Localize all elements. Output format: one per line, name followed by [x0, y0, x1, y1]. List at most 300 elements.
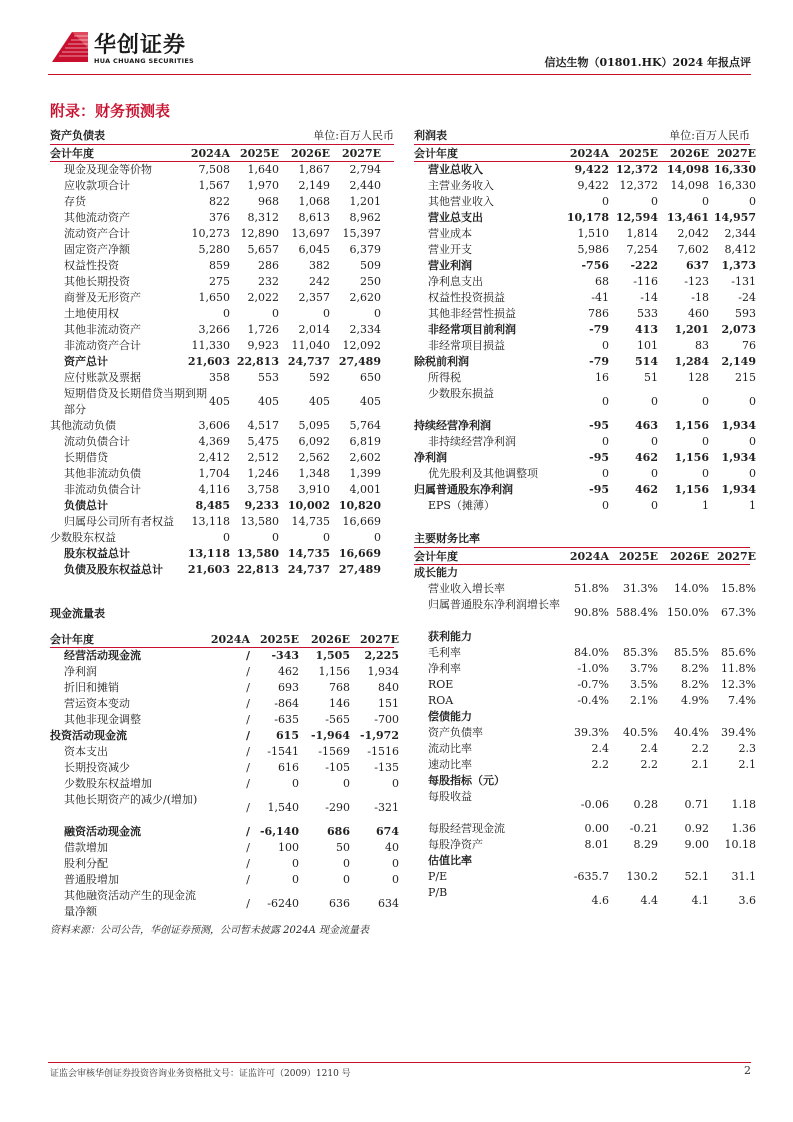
row-value: 2,042	[677, 227, 709, 240]
row-value: 0	[292, 857, 299, 870]
table-row	[414, 290, 756, 306]
row-label: 其他非现金调整	[64, 713, 141, 726]
row-label: 少数股东损益	[428, 387, 494, 400]
row-value: 52.1	[684, 870, 709, 883]
row-value: 1,934	[721, 451, 756, 464]
row-label: 营业开支	[428, 243, 472, 256]
logo-chinese-name: 华创证券	[94, 33, 187, 58]
row-value: 693	[278, 681, 299, 694]
row-value: 2,225	[364, 649, 399, 662]
table-row	[50, 888, 399, 920]
row-value: 405	[209, 395, 230, 408]
row-value: 8,312	[247, 211, 279, 224]
row-value: 67.3%	[721, 606, 756, 619]
table-row	[50, 290, 394, 306]
row-value: 15,397	[342, 227, 381, 240]
row-label: 存货	[64, 195, 86, 208]
table-row	[50, 482, 394, 498]
row-value: 1,726	[247, 323, 279, 336]
row-value: 2,412	[198, 451, 230, 464]
row-value: 2.2	[640, 758, 658, 771]
row-value: /	[246, 713, 250, 726]
row-value: 22,813	[236, 355, 279, 368]
row-value: 2,149	[721, 355, 756, 368]
row-value: 636	[329, 897, 350, 910]
row-value: 4,369	[198, 435, 230, 448]
table-row	[414, 661, 756, 677]
row-value: 674	[376, 825, 399, 838]
row-value: 0	[749, 467, 756, 480]
header-year: 2025E	[260, 633, 299, 646]
row-value: 10,178	[566, 211, 609, 224]
row-label: 负债及股东权益总计	[64, 563, 163, 576]
row-value: 21,603	[187, 563, 230, 576]
row-value: 0	[602, 195, 609, 208]
table-row	[50, 872, 399, 888]
row-value: 1,934	[367, 665, 399, 678]
row-value: 68	[595, 275, 609, 288]
row-value: 8.01	[584, 838, 609, 851]
row-value: 8,962	[349, 211, 381, 224]
table-row	[414, 274, 756, 290]
row-label: 每股净资产	[428, 838, 483, 851]
table-unit: 单位:百万人民币	[669, 129, 750, 142]
row-value: 14.0%	[674, 582, 709, 595]
row-value: 40	[385, 841, 399, 854]
row-label: 其他非经营性损益	[428, 307, 516, 320]
header-year: 2026E	[311, 633, 350, 646]
table-row	[414, 693, 756, 709]
row-label: 负债总计	[64, 499, 108, 512]
table-title: 资产负债表	[50, 129, 105, 142]
row-value: 16,669	[338, 547, 381, 560]
header-label: 会计年度	[414, 550, 458, 563]
row-value: -95	[589, 419, 609, 432]
header-label: 会计年度	[414, 147, 458, 160]
row-value: 2.1	[691, 758, 709, 771]
table-row	[50, 562, 394, 578]
row-value: 462	[635, 451, 658, 464]
row-label: 净利润	[64, 665, 97, 678]
row-value: 10.18	[724, 838, 756, 851]
row-label: 长期投资减少	[64, 761, 130, 774]
row-value: 2,357	[298, 291, 330, 304]
page-number: 2	[744, 1064, 751, 1077]
row-value: 1,246	[247, 467, 279, 480]
table-row	[414, 853, 750, 869]
row-value: 13,118	[191, 515, 230, 528]
row-value: 1.36	[731, 822, 756, 835]
row-value: 39.4%	[721, 726, 756, 739]
row-value: 130.2	[626, 870, 658, 883]
row-label: EPS（摊薄）	[428, 499, 495, 512]
table-title-bar	[50, 128, 394, 144]
row-label: 营业收入增长率	[428, 582, 505, 595]
row-value: 4.4	[640, 894, 658, 907]
row-value: 12,092	[342, 339, 381, 352]
table-row	[50, 162, 394, 178]
row-value: -1541	[267, 745, 299, 758]
row-value: 514	[635, 355, 658, 368]
row-value: 2,344	[724, 227, 756, 240]
row-label: 优先股利及其他调整项	[428, 467, 538, 480]
row-value: 16	[595, 371, 609, 384]
header-year: 2027E	[342, 147, 381, 160]
row-value: 16,669	[342, 515, 381, 528]
row-value: 405	[258, 395, 279, 408]
row-label: 普通股增加	[64, 873, 119, 886]
row-value: 11.8%	[721, 662, 756, 675]
table-row	[50, 386, 394, 418]
row-value: 7.4%	[728, 694, 756, 707]
table-row	[414, 773, 750, 789]
row-value: 462	[278, 665, 299, 678]
row-label: 营业利润	[428, 259, 472, 272]
row-value: 3.7%	[630, 662, 658, 675]
row-value: 146	[329, 697, 350, 710]
row-value: -0.7%	[577, 678, 609, 691]
table-row	[50, 322, 394, 338]
row-label: 每股收益	[428, 790, 472, 803]
table-row	[414, 450, 756, 466]
row-label: 资产负债率	[428, 726, 483, 739]
row-value: 2.2	[591, 758, 609, 771]
row-label: 营运资本变动	[64, 697, 130, 710]
row-label: 借款增加	[64, 841, 108, 854]
row-value: 0	[392, 777, 399, 790]
row-value: 2,149	[298, 179, 330, 192]
row-value: -24	[738, 291, 756, 304]
row-value: 5,095	[298, 419, 330, 432]
header-year: 2026E	[670, 550, 709, 563]
row-label: 资本支出	[64, 745, 108, 758]
row-value: 405	[309, 395, 330, 408]
table-row	[414, 178, 756, 194]
row-value: 6,819	[349, 435, 381, 448]
row-value: /	[246, 857, 250, 870]
row-value: 3.6	[738, 894, 756, 907]
row-value: 0.92	[684, 822, 709, 835]
row-label: 流动比率	[428, 742, 472, 755]
row-value: 9.00	[684, 838, 709, 851]
row-value: 27,489	[338, 355, 381, 368]
row-value: 275	[209, 275, 230, 288]
row-label: ROA	[428, 694, 454, 707]
row-value: 405	[360, 395, 381, 408]
row-value: 2.2	[691, 742, 709, 755]
table-row	[414, 418, 756, 434]
row-label: 毛利率	[428, 646, 461, 659]
row-value: 0	[272, 307, 279, 320]
row-value: 2,620	[349, 291, 381, 304]
row-value: /	[246, 841, 250, 854]
table-row	[414, 338, 756, 354]
row-value: 14,735	[291, 515, 330, 528]
row-value: 0	[223, 307, 230, 320]
table-row	[50, 338, 394, 354]
row-value: 2,440	[349, 179, 381, 192]
table-row	[414, 869, 756, 885]
table-row	[414, 725, 756, 741]
row-value: 2.4	[591, 742, 609, 755]
row-value: 76	[742, 339, 756, 352]
row-value: 2.1%	[630, 694, 658, 707]
table-header-row	[414, 146, 756, 162]
row-value: /	[246, 697, 250, 710]
row-value: 14,098	[670, 179, 709, 192]
row-value: 0	[749, 395, 756, 408]
table-row	[50, 712, 399, 728]
table-row	[50, 530, 394, 546]
row-value: 128	[688, 371, 709, 384]
row-value: -756	[581, 259, 609, 272]
row-value: 1,867	[298, 163, 330, 176]
row-value: 286	[258, 259, 279, 272]
row-value: 1,934	[721, 419, 756, 432]
table-row	[414, 565, 750, 581]
row-value: 1,068	[298, 195, 330, 208]
row-value: 5,475	[247, 435, 279, 448]
row-label: 现金及现金等价物	[64, 163, 152, 176]
row-value: 8.2%	[681, 678, 709, 691]
row-value: -635	[274, 713, 299, 726]
row-label: 其他长期投资	[64, 275, 130, 288]
row-value: 100	[278, 841, 299, 854]
row-value: 2,602	[349, 451, 381, 464]
row-label: 股东权益总计	[64, 547, 130, 560]
table-row	[414, 741, 756, 757]
header-year: 2025E	[619, 550, 658, 563]
table-row	[414, 162, 756, 178]
table-row	[414, 434, 756, 450]
row-value: 5,986	[577, 243, 609, 256]
table-row	[50, 434, 394, 450]
row-value: 51	[644, 371, 658, 384]
row-value: 1,156	[674, 483, 709, 496]
row-value: -0.4%	[577, 694, 609, 707]
row-value: 0	[702, 195, 709, 208]
row-value: -1,964	[310, 729, 350, 742]
row-label: 资产总计	[64, 355, 108, 368]
row-value: 0	[702, 467, 709, 480]
row-value: 1,284	[674, 355, 709, 368]
row-value: 85.5%	[674, 646, 709, 659]
row-label: 其他非流动资产	[64, 323, 141, 336]
row-value: 13,697	[291, 227, 330, 240]
row-value: 27,489	[338, 563, 381, 576]
row-label: 投资活动现金流	[50, 729, 127, 742]
table-row	[414, 498, 756, 514]
table-title-bar	[414, 128, 750, 144]
row-label: ROE	[428, 678, 454, 691]
row-value: 21,603	[187, 355, 230, 368]
row-value: 616	[278, 761, 299, 774]
row-label: 其他流动资产	[64, 211, 130, 224]
row-value: 84.0%	[574, 646, 609, 659]
row-value: 10,820	[338, 499, 381, 512]
row-value: 1,373	[721, 259, 756, 272]
row-value: -18	[691, 291, 709, 304]
row-value: /	[246, 777, 250, 790]
row-value: 6,092	[298, 435, 330, 448]
table-title: 利润表	[414, 129, 447, 142]
row-label: P/B	[428, 886, 448, 899]
row-value: 3,606	[198, 419, 230, 432]
row-value: 3,910	[298, 483, 330, 496]
row-value: 150.0%	[667, 606, 709, 619]
row-value: -1569	[318, 745, 350, 758]
row-value: 463	[635, 419, 658, 432]
row-value: 151	[378, 697, 399, 710]
table-row	[414, 258, 756, 274]
header-year: 2024A	[569, 147, 609, 160]
row-value: 83	[695, 339, 709, 352]
row-label: 少数股东权益增加	[64, 777, 152, 790]
row-value: 0	[602, 395, 609, 408]
row-value: 0	[374, 531, 381, 544]
row-value: 0	[343, 857, 350, 870]
row-label: 净利率	[428, 662, 461, 675]
row-value: 4,517	[247, 419, 279, 432]
table-row	[414, 354, 756, 370]
footer-divider	[48, 1062, 751, 1063]
table-header-row	[50, 146, 394, 162]
row-value: 0.71	[684, 798, 709, 811]
row-value: -565	[325, 713, 350, 726]
row-value: -123	[684, 275, 709, 288]
row-label: 每股指标（元）	[428, 774, 505, 787]
row-value: 3.5%	[630, 678, 658, 691]
row-value: 0	[651, 467, 658, 480]
row-value: 10,273	[191, 227, 230, 240]
row-value: 8.2%	[681, 662, 709, 675]
table-row	[414, 821, 756, 837]
table-row	[414, 386, 756, 418]
table-header-row	[414, 549, 756, 565]
row-label: 非持续经营净利润	[428, 435, 516, 448]
row-value: 460	[688, 307, 709, 320]
table-row	[414, 226, 756, 242]
table-title-bar	[414, 531, 750, 547]
table-row	[50, 840, 399, 856]
row-label: 流动资产合计	[64, 227, 130, 240]
row-value: 0	[651, 499, 658, 512]
row-value: 588.4%	[616, 606, 658, 619]
table-row	[50, 856, 399, 872]
logo-english-name: HUA CHUANG SECURITIES	[94, 57, 195, 65]
row-value: -0.06	[580, 798, 609, 811]
table-row	[414, 466, 756, 482]
table-row	[414, 709, 750, 725]
table-row	[50, 418, 394, 434]
row-label: 每股经营现金流	[428, 822, 505, 835]
row-value: 1,704	[198, 467, 230, 480]
row-value: -700	[374, 713, 399, 726]
row-value: 0.28	[633, 798, 658, 811]
row-value: 2,794	[349, 163, 381, 176]
row-value: 2.3	[738, 742, 756, 755]
table-row	[50, 354, 394, 370]
row-label: 折旧和摊销	[64, 681, 119, 694]
row-value: 12.3%	[721, 678, 756, 691]
row-label: 营业总收入	[428, 163, 483, 176]
row-value: -105	[325, 761, 350, 774]
row-value: 24,737	[287, 563, 330, 576]
table-title: 主要财务比率	[414, 532, 480, 545]
row-value: 7,508	[198, 163, 230, 176]
row-value: -79	[589, 355, 609, 368]
row-value: 39.3%	[574, 726, 609, 739]
row-value: 0	[374, 307, 381, 320]
row-value: 232	[258, 275, 279, 288]
row-label: 应收款项合计	[64, 179, 130, 192]
row-value: 1	[749, 499, 756, 512]
table-unit: 单位:百万人民币	[313, 129, 394, 142]
row-value: 1,814	[626, 227, 658, 240]
row-value: 0	[651, 435, 658, 448]
row-value: -95	[589, 451, 609, 464]
table-row	[414, 629, 750, 645]
row-value: 0	[749, 435, 756, 448]
row-value: 5,280	[198, 243, 230, 256]
table-header-row	[50, 632, 399, 648]
row-label: 净利息支出	[428, 275, 483, 288]
row-value: 1,156	[674, 451, 709, 464]
row-value: 4.9%	[681, 694, 709, 707]
row-value: 786	[588, 307, 609, 320]
row-value: /	[246, 761, 250, 774]
row-value: -343	[271, 649, 299, 662]
row-value: 0	[602, 467, 609, 480]
row-label: 短期借贷及长期借贷当期到期部分	[64, 387, 207, 416]
row-value: 859	[209, 259, 230, 272]
row-label: 营业总支出	[428, 211, 483, 224]
row-value: 16,330	[713, 163, 756, 176]
row-value: 7,254	[626, 243, 658, 256]
row-value: 686	[327, 825, 350, 838]
row-value: /	[245, 825, 250, 838]
row-value: /	[246, 801, 250, 814]
row-value: -1.0%	[577, 662, 609, 675]
row-value: 4.6	[591, 894, 609, 907]
row-value: 1,156	[318, 665, 350, 678]
row-value: 9,422	[577, 179, 609, 192]
row-value: 24,737	[287, 355, 330, 368]
row-value: 650	[360, 371, 381, 384]
header-year: 2026E	[291, 147, 330, 160]
table-row	[414, 322, 756, 338]
row-value: /	[245, 649, 250, 662]
row-value: 0	[292, 873, 299, 886]
row-label: 经营活动现金流	[64, 649, 141, 662]
table-row	[414, 581, 756, 597]
table-row	[50, 274, 394, 290]
header-year: 2027E	[717, 147, 756, 160]
row-value: 15.8%	[721, 582, 756, 595]
row-value: 822	[209, 195, 230, 208]
row-value: 768	[329, 681, 350, 694]
row-value: 51.8%	[574, 582, 609, 595]
row-label: 偿债能力	[428, 710, 472, 723]
row-value: 85.3%	[623, 646, 658, 659]
table-row	[414, 242, 756, 258]
company-logo	[50, 26, 210, 70]
row-value: 4,116	[198, 483, 230, 496]
header-year: 2027E	[717, 550, 756, 563]
table-row	[414, 210, 756, 226]
footer-license-text: 证监会审核华创证券投资咨询业务资格批文号：证监许可（2009）1210 号	[50, 1069, 351, 1079]
row-value: 1,505	[315, 649, 350, 662]
